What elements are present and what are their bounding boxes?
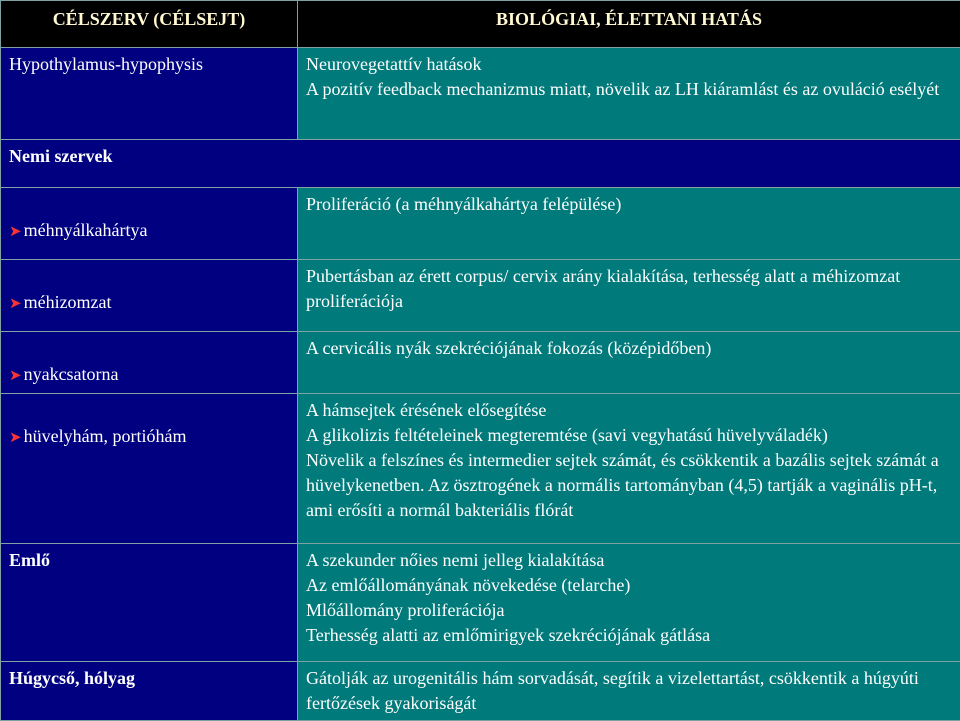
organ-label: hüvelyhám, portióhám: [24, 426, 187, 446]
organ-cell: [1, 260, 298, 332]
header-row: [1, 1, 960, 48]
table-row: [1, 260, 960, 332]
effect-line: A szekunder nőies nemi jelleg kialakítása: [306, 548, 952, 573]
organ-cell: [1, 394, 298, 544]
table-row: [1, 332, 960, 394]
effect-line: A cervicális nyák szekréciójának fokozás (középidőben): [306, 336, 952, 361]
arrow-bullet-icon: ➤: [9, 291, 22, 316]
effect-line: Terhesség alatti az emlőmirigyek szekréciójának gátlása: [306, 623, 952, 648]
effect-line: A glikolizis feltételeinek megteremtése (savi vegyhatású hüvelyváladék): [306, 423, 952, 448]
header-target-organ: CÉLSZERV (CÉLSEJT): [1, 1, 298, 48]
effect-line: Növelik a felszínes és intermedier sejtek számát, és csökkentik a bazális sejtek számát a hüvelykenetben. Az ösztrogének a normális tartományban (4,5) tartják a vaginális pH-t, ami erősíti a normál bakteriális flórát: [306, 448, 952, 523]
effect-cell: [298, 394, 960, 544]
section-row: [1, 140, 960, 188]
organ-label: nyakcsatorna: [24, 364, 119, 384]
effect-cell: [298, 332, 960, 394]
table-row: [1, 662, 960, 721]
arrow-bullet-icon: ➤: [9, 425, 22, 450]
effect-line: Proliferáció (a méhnyálkahártya felépülése): [306, 192, 952, 217]
effect-line: Neurovegetattív hatások: [306, 52, 952, 77]
effect-line: Mlőállomány proliferációja: [306, 598, 952, 623]
effect-line: Gátolják az urogenitális hám sorvadását, segítik a vizelettartást, csökkentik a húgyúti fertőzések gyakoriságát: [306, 666, 952, 716]
table-row: [1, 544, 960, 662]
effect-line: A hámsejtek érésének elősegítése: [306, 398, 952, 423]
effect-cell: [298, 260, 960, 332]
organ-label: méhnyálkahártya: [24, 220, 148, 240]
table-row: [1, 188, 960, 260]
effect-cell: [298, 544, 960, 662]
effect-cell: [298, 662, 960, 721]
arrow-bullet-icon: ➤: [9, 363, 22, 388]
organ-cell: Hypothylamus-hypophysis: [1, 48, 298, 140]
effect-cell: [298, 188, 960, 260]
organ-cell: Emlő: [1, 544, 298, 662]
table-row: [1, 394, 960, 544]
effect-line: A pozitív feedback mechanizmus miatt, növelik az LH kiáramlást és az ovuláció esélyét: [306, 77, 952, 102]
effect-line: Pubertásban az érett corpus/ cervix arány kialakítása, terhesség alatt a méhizomzat proliferációja: [306, 264, 952, 314]
effect-cell: [298, 48, 960, 140]
section-title: Nemi szervek: [1, 140, 960, 188]
organ-cell: [1, 332, 298, 394]
organ-cell: [1, 188, 298, 260]
header-effect: BIOLÓGIAI, ÉLETTANI HATÁS: [298, 1, 960, 48]
arrow-bullet-icon: ➤: [9, 219, 22, 244]
table-row: [1, 48, 960, 140]
organ-cell: Húgycső, hólyag: [1, 662, 298, 721]
effect-line: Az emlőállományának növekedése (telarche): [306, 573, 952, 598]
organ-label: méhizomzat: [24, 292, 112, 312]
